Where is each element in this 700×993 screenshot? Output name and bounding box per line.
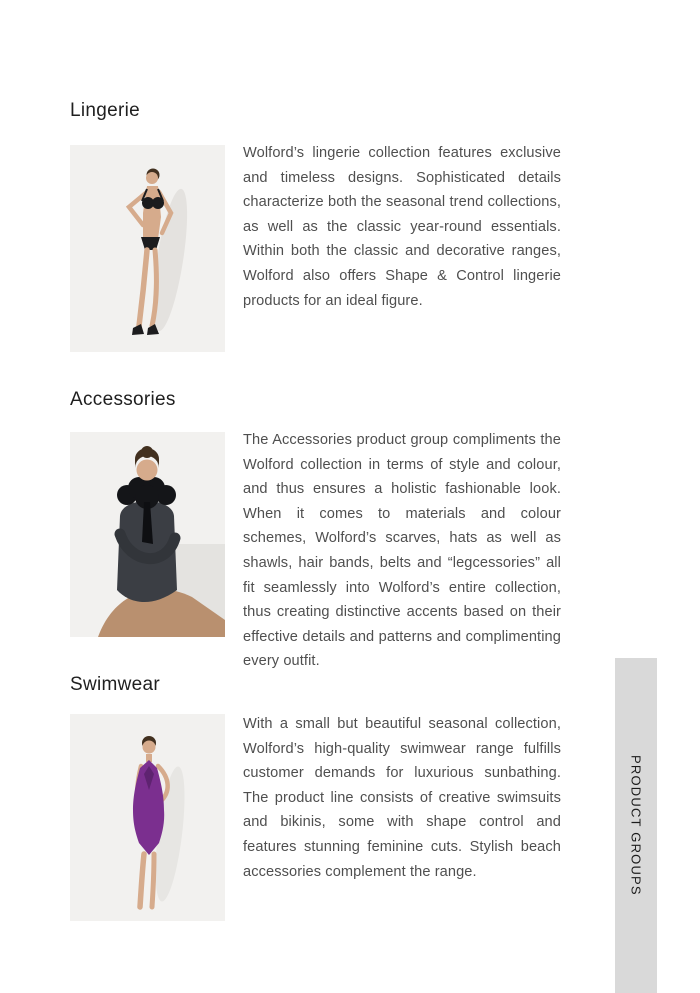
product-groups-tab-label: PRODUCT GROUPS [628, 755, 644, 896]
section-heading-swimwear: Swimwear [70, 674, 161, 695]
section-paragraph-accessories: The Accessories product group compliments the Wolford collection in terms of style and colour, and thus ensures a holistic fashionable look. When it comes to materials and colour schemes, Wolford’s scarves, hats as well as shawls, hair bands, belts and “legcessories” all fit seamlessly into Wolford’s entire collection, thus creating distinctive accents based on their effective details and patterns and complimenting every outfit. [243, 432, 561, 670]
section-heading-lingerie: Lingerie [70, 100, 141, 121]
lingerie-photo [70, 145, 225, 352]
swimwear-model-illustration [70, 714, 225, 921]
swimwear-photo [70, 714, 225, 921]
accessories-photo [70, 432, 225, 637]
section-paragraph-swimwear: With a small but beautiful seasonal collection, Wolford’s high-quality swimwear range fulfills customer demands for luxurious sunbathing. The product line consists of creative swimsuits and bikinis, some with shape control and features stunning feminine cuts. Stylish beach accessories complement the range. [243, 716, 561, 880]
lingerie-model-illustration [70, 145, 225, 352]
product-groups-side-tab [615, 658, 657, 993]
section-heading-accessories: Accessories [70, 389, 176, 410]
section-paragraph-lingerie: Wolford’s lingerie collection features exclusive and timeless designs. Sophisticated details characterize both the seasonal trend collections, as well as the classic year-round essentials. Within both the classic and decorative ranges, Wolford also offers Shape & Control lingerie products for an ideal figure. [243, 145, 561, 309]
accessories-model-illustration [70, 432, 225, 637]
